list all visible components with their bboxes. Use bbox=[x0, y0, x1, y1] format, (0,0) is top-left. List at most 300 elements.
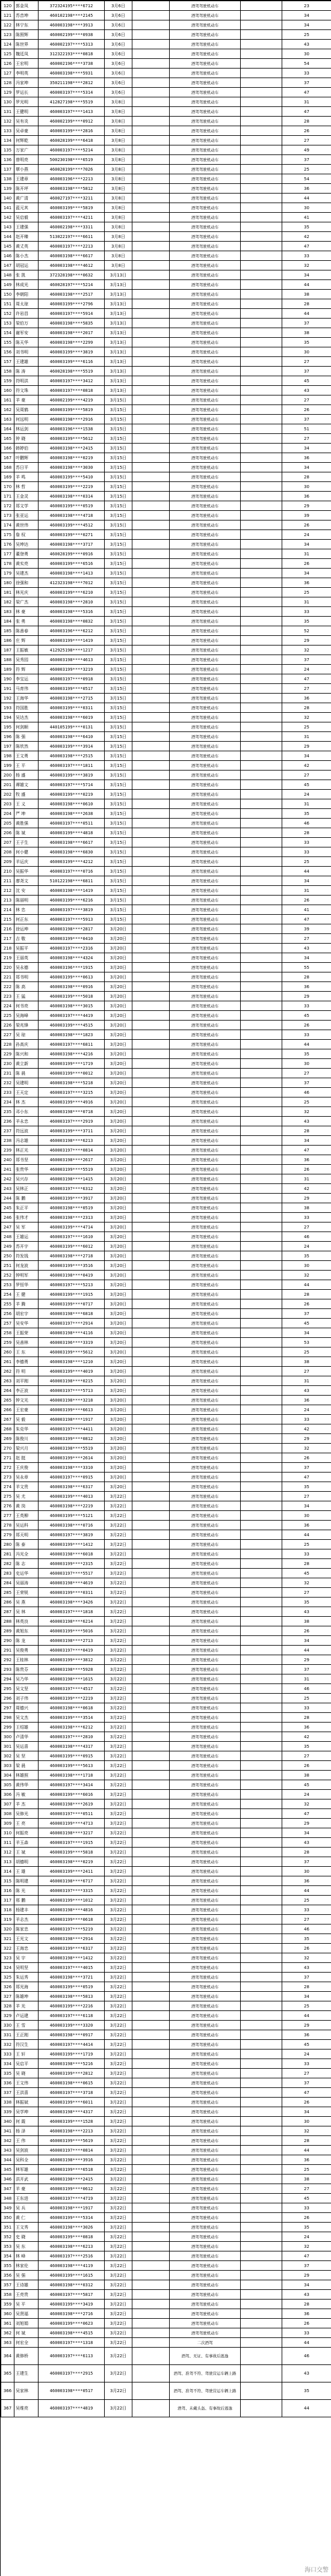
violation-reason: 酒驾驾驶机动车 bbox=[170, 722, 241, 732]
id-number: 460003197****1318 bbox=[39, 2338, 105, 2348]
violation-date: 3月15日 bbox=[105, 530, 132, 540]
table-row bbox=[1, 338, 331, 347]
person-name: 符文珠 bbox=[14, 386, 39, 395]
blank-cell bbox=[241, 1578, 282, 1588]
row-number: 131 bbox=[1, 107, 14, 117]
violation-reason: 酒驾驾驶机动车 bbox=[170, 184, 241, 194]
age: 36 bbox=[282, 1521, 331, 1530]
row-number: 285 bbox=[1, 1588, 14, 1598]
person-name: 吴坤达 bbox=[14, 540, 39, 549]
person-name: 吴卓豪 bbox=[14, 126, 39, 136]
row-number: 123 bbox=[1, 30, 14, 40]
age: 38 bbox=[282, 1203, 331, 1213]
blank-cell bbox=[132, 376, 170, 386]
blank-cell bbox=[132, 1915, 170, 1924]
table-row bbox=[1, 1271, 331, 1280]
row-number: 341 bbox=[1, 2126, 14, 2136]
age: 36 bbox=[282, 2155, 331, 2165]
id-number: 460003199****0812 bbox=[39, 1434, 105, 1444]
person-name: 陈 强 bbox=[14, 732, 39, 742]
violation-date: 3月22日 bbox=[105, 1598, 132, 1607]
blank-cell bbox=[132, 203, 170, 213]
violation-reason: 酒驾驾驶机动车 bbox=[170, 213, 241, 222]
person-name: 王建强 bbox=[14, 222, 39, 232]
blank-cell bbox=[132, 1896, 170, 1905]
row-number: 125 bbox=[1, 49, 14, 59]
table-row bbox=[1, 2328, 331, 2338]
violation-date: 3月22日 bbox=[105, 2203, 132, 2213]
blank-cell bbox=[132, 530, 170, 540]
blank-cell bbox=[132, 1944, 170, 1953]
violation-reason: 酒驾、无证、有事故后逃逸 bbox=[170, 2348, 241, 2365]
blank-cell bbox=[132, 1434, 170, 1444]
blank-cell bbox=[132, 251, 170, 261]
violation-reason: 酒驾驾驶机动车 bbox=[170, 1694, 241, 1703]
violation-date: 3月22日 bbox=[105, 1953, 132, 1963]
table-row bbox=[1, 1492, 331, 1501]
blank-cell bbox=[132, 482, 170, 492]
violation-date: 3月15日 bbox=[105, 771, 132, 780]
violation-date: 3月22日 bbox=[105, 1751, 132, 1761]
age: 44 bbox=[282, 2338, 331, 2348]
id-number: 460003197****5913 bbox=[39, 915, 105, 924]
table-row bbox=[1, 520, 331, 530]
table-row bbox=[1, 722, 331, 732]
person-name: 吴 坚 bbox=[14, 1751, 39, 1761]
blank-cell bbox=[241, 309, 282, 319]
blank-cell bbox=[132, 1232, 170, 1242]
age: 26 bbox=[282, 1761, 331, 1771]
blank-cell bbox=[132, 559, 170, 569]
violation-reason: 酒驾驾驶机动车 bbox=[170, 1905, 241, 1915]
age: 36 bbox=[282, 578, 331, 588]
violation-reason: 酒驾驾驶机动车 bbox=[170, 1040, 241, 1049]
age: 28 bbox=[282, 1713, 331, 1723]
id-number: 460003199****5121 bbox=[39, 1511, 105, 1521]
person-name: 吴剑波 bbox=[14, 2146, 39, 2155]
table-row bbox=[1, 2280, 331, 2290]
age: 34 bbox=[282, 20, 331, 30]
table-row bbox=[1, 742, 331, 751]
age: 51 bbox=[282, 424, 331, 434]
row-number: 166 bbox=[1, 444, 14, 453]
blank-cell bbox=[241, 1944, 282, 1953]
person-name: 张 凯 bbox=[14, 270, 39, 280]
blank-cell bbox=[132, 1876, 170, 1886]
person-name: 郑书明 bbox=[14, 972, 39, 982]
row-number: 208 bbox=[1, 847, 14, 857]
row-number: 139 bbox=[1, 184, 14, 194]
blank-cell bbox=[132, 1723, 170, 1732]
blank-cell bbox=[241, 636, 282, 646]
age: 38 bbox=[282, 290, 331, 299]
blank-cell bbox=[132, 1886, 170, 1896]
person-name: 黄修桥 bbox=[14, 2348, 39, 2365]
id-number: 460003198****2713 bbox=[39, 1636, 105, 1646]
id-number: 460003197****6811 bbox=[39, 1040, 105, 1049]
id-number: 372324195****6712 bbox=[39, 1, 105, 11]
row-number: 337 bbox=[1, 2088, 14, 2098]
table-row bbox=[1, 1838, 331, 1848]
table-row bbox=[1, 69, 331, 78]
violation-reason: 酒驾驾驶机动车 bbox=[170, 1434, 241, 1444]
id-number: 460003198****0219 bbox=[39, 1857, 105, 1867]
row-number: 319 bbox=[1, 1915, 14, 1924]
violation-date: 3月15日 bbox=[105, 828, 132, 838]
blank-cell bbox=[241, 155, 282, 165]
table-row bbox=[1, 607, 331, 617]
row-number: 203 bbox=[1, 799, 14, 809]
age: 34 bbox=[282, 2280, 331, 2290]
violation-reason: 酒驾驾驶机动车 bbox=[170, 1049, 241, 1059]
age: 29 bbox=[282, 2271, 331, 2280]
id-number: 460003198****5316 bbox=[39, 607, 105, 617]
violation-date: 3月22日 bbox=[105, 2136, 132, 2146]
blank-cell bbox=[241, 559, 282, 569]
blank-cell bbox=[241, 646, 282, 655]
blank-cell bbox=[241, 1559, 282, 1569]
id-number: 460003199****0623 bbox=[39, 2319, 105, 2328]
violation-reason: 酒驾驾驶机动车 bbox=[170, 2223, 241, 2232]
age: 32 bbox=[282, 1107, 331, 1117]
id-number: 460003198****5931 bbox=[39, 69, 105, 78]
violation-date: 3月20日 bbox=[105, 1001, 132, 1011]
id-number: 460003197****5517 bbox=[39, 1569, 105, 1578]
table-row bbox=[1, 896, 331, 905]
blank-cell bbox=[132, 857, 170, 867]
blank-cell bbox=[241, 2021, 282, 2030]
age: 28 bbox=[282, 828, 331, 838]
row-number: 235 bbox=[1, 1107, 14, 1117]
violation-date: 3月22日 bbox=[105, 2242, 132, 2251]
blank-cell bbox=[241, 2203, 282, 2213]
blank-cell bbox=[241, 1684, 282, 1694]
person-name: 王桂林 bbox=[14, 1655, 39, 1665]
row-number: 275 bbox=[1, 1492, 14, 1501]
blank-cell bbox=[132, 2338, 170, 2348]
id-number: 460003197****3215 bbox=[39, 1088, 105, 1097]
violation-date: 3月13日 bbox=[105, 357, 132, 367]
person-name: 李朝阳 bbox=[14, 290, 39, 299]
row-number: 242 bbox=[1, 1174, 14, 1184]
table-row bbox=[1, 2146, 331, 2155]
id-number: 460003198****2219 bbox=[39, 1501, 105, 1511]
blank-cell bbox=[132, 1097, 170, 1107]
table-row bbox=[1, 1953, 331, 1963]
row-number: 128 bbox=[1, 78, 14, 88]
person-name: 胡冠运 bbox=[14, 261, 39, 270]
person-name: 王宏明 bbox=[14, 59, 39, 69]
blank-cell bbox=[241, 1915, 282, 1924]
blank-cell bbox=[241, 530, 282, 540]
age: 47 bbox=[282, 915, 331, 924]
blank-cell bbox=[132, 1771, 170, 1780]
blank-cell bbox=[132, 319, 170, 328]
blank-cell bbox=[132, 694, 170, 703]
blank-cell bbox=[132, 905, 170, 915]
person-name: 冯 敏 bbox=[14, 1790, 39, 1799]
violation-date: 3月15日 bbox=[105, 415, 132, 424]
blank-cell bbox=[241, 2290, 282, 2300]
id-number: 460003198****0419 bbox=[39, 1271, 105, 1280]
age: 36 bbox=[282, 1723, 331, 1732]
person-name: 林 哲 bbox=[14, 482, 39, 492]
person-name: 李明英 bbox=[14, 69, 39, 78]
blank-cell bbox=[241, 713, 282, 722]
row-number: 322 bbox=[1, 1944, 14, 1953]
table-row bbox=[1, 30, 331, 40]
violation-reason: 酒驾驾驶机动车 bbox=[170, 1982, 241, 1992]
row-number: 211 bbox=[1, 876, 14, 886]
row-number: 176 bbox=[1, 540, 14, 549]
violation-date: 3月20日 bbox=[105, 1222, 132, 1232]
person-name: 杨 盛 bbox=[14, 771, 39, 780]
age: 47 bbox=[282, 674, 331, 684]
person-name: 羊 豪 bbox=[14, 395, 39, 405]
blank-cell bbox=[132, 1174, 170, 1184]
blank-cell bbox=[241, 703, 282, 713]
row-number: 260 bbox=[1, 1348, 14, 1357]
row-number: 325 bbox=[1, 1973, 14, 1982]
row-number: 237 bbox=[1, 1126, 14, 1136]
table-row bbox=[1, 155, 331, 165]
violation-date: 3月15日 bbox=[105, 915, 132, 924]
age: 47 bbox=[282, 1146, 331, 1155]
id-number: 460002196****3738 bbox=[39, 59, 105, 69]
violation-date: 3月22日 bbox=[105, 2223, 132, 2232]
violation-reason: 酒驾驾驶机动车 bbox=[170, 1501, 241, 1511]
blank-cell bbox=[241, 1155, 282, 1165]
violation-reason: 酒驾驾驶机动车 bbox=[170, 299, 241, 309]
table-row bbox=[1, 78, 331, 88]
id-number: 460003198****6617 bbox=[39, 838, 105, 847]
row-number: 212 bbox=[1, 886, 14, 896]
table-row bbox=[1, 97, 331, 107]
person-name: 林 杰 bbox=[14, 1097, 39, 1107]
table-row bbox=[1, 395, 331, 405]
row-number: 226 bbox=[1, 1021, 14, 1030]
blank-cell bbox=[241, 1655, 282, 1665]
age: 26 bbox=[282, 2213, 331, 2223]
violation-reason: 酒驾驾驶机动车 bbox=[170, 2300, 241, 2309]
id-number: 460003197****2810 bbox=[39, 1732, 105, 1742]
violation-date: 3月22日 bbox=[105, 2078, 132, 2088]
violation-date: 3月15日 bbox=[105, 867, 132, 876]
age: 31 bbox=[282, 549, 331, 559]
age: 39 bbox=[282, 511, 331, 520]
id-number: 312322193****0818 bbox=[39, 49, 105, 59]
violation-reason: 酒驾驾驶机动车 bbox=[170, 1299, 241, 1309]
row-number: 343 bbox=[1, 2146, 14, 2155]
violation-reason: 酒驾驾驶机动车 bbox=[170, 1, 241, 11]
violation-reason: 二次酒驾 bbox=[170, 2338, 241, 2348]
id-number: 460003197****0716 bbox=[39, 867, 105, 876]
id-number: 460003199****0612 bbox=[39, 2184, 105, 2194]
age: 41 bbox=[282, 213, 331, 222]
blank-cell bbox=[132, 49, 170, 59]
violation-reason: 酒驾驾驶机动车 bbox=[170, 1348, 241, 1357]
table-row bbox=[1, 2021, 331, 2030]
row-number: 345 bbox=[1, 2165, 14, 2175]
blank-cell bbox=[241, 367, 282, 376]
blank-cell bbox=[241, 1405, 282, 1415]
row-number: 156 bbox=[1, 347, 14, 357]
row-number: 286 bbox=[1, 1598, 14, 1607]
person-name: 王 平 bbox=[14, 761, 39, 771]
person-name: 王 斌 bbox=[14, 1848, 39, 1857]
table-row bbox=[1, 1963, 331, 1973]
person-name: 张伟才 bbox=[14, 1213, 39, 1222]
age: 26 bbox=[282, 405, 331, 415]
person-name: 邓小东 bbox=[14, 1107, 39, 1117]
blank-cell bbox=[132, 492, 170, 501]
blank-cell bbox=[132, 2088, 170, 2098]
violation-reason: 酒驾驾驶机动车 bbox=[170, 2328, 241, 2338]
row-number: 181 bbox=[1, 588, 14, 597]
violation-date: 3月22日 bbox=[105, 2175, 132, 2184]
id-number: 460003199****6116 bbox=[39, 357, 105, 367]
blank-cell bbox=[241, 953, 282, 963]
row-number: 357 bbox=[1, 2280, 14, 2290]
blank-cell bbox=[241, 1886, 282, 1896]
person-name: 陈丽明 bbox=[14, 896, 39, 905]
blank-cell bbox=[241, 357, 282, 367]
id-number: 460003198****0519 bbox=[39, 1203, 105, 1213]
age: 35 bbox=[282, 1251, 331, 1261]
age: 28 bbox=[282, 1982, 331, 1992]
blank-cell bbox=[241, 1, 282, 11]
row-number: 179 bbox=[1, 569, 14, 578]
row-number: 223 bbox=[1, 992, 14, 1001]
id-number: 460003198****6213 bbox=[39, 2242, 105, 2251]
person-name: 苏音坤 bbox=[14, 11, 39, 20]
row-number: 182 bbox=[1, 597, 14, 607]
row-number: 133 bbox=[1, 126, 14, 136]
person-name: 吴秀园 bbox=[14, 655, 39, 665]
blank-cell bbox=[241, 838, 282, 847]
violation-date: 3月22日 bbox=[105, 1569, 132, 1578]
violation-date: 3月8日 bbox=[105, 117, 132, 126]
id-number: 460003198****2718 bbox=[39, 1251, 105, 1261]
violation-reason: 酒驾驾驶机动车 bbox=[170, 309, 241, 319]
id-number: 460003196****2213 bbox=[39, 174, 105, 184]
row-number: 252 bbox=[1, 1271, 14, 1280]
violation-reason: 酒驾驾驶机动车 bbox=[170, 1838, 241, 1848]
table-row bbox=[1, 347, 331, 357]
violation-date: 3月13日 bbox=[105, 290, 132, 299]
blank-cell bbox=[132, 732, 170, 742]
violation-reason: 酒驾驾驶机动车 bbox=[170, 1751, 241, 1761]
person-name: 杨建丰 bbox=[14, 1905, 39, 1915]
blank-cell bbox=[132, 107, 170, 117]
age: 45 bbox=[282, 2194, 331, 2203]
blank-cell bbox=[132, 2382, 170, 2400]
table-row bbox=[1, 367, 331, 376]
row-number: 231 bbox=[1, 1069, 14, 1078]
violation-date: 3月8日 bbox=[105, 213, 132, 222]
age: 46 bbox=[282, 1232, 331, 1242]
violation-date: 3月15日 bbox=[105, 655, 132, 665]
person-name: 吴 兵 bbox=[14, 2203, 39, 2213]
row-number: 124 bbox=[1, 40, 14, 49]
id-number: 460003198****6019 bbox=[39, 713, 105, 722]
row-number: 240 bbox=[1, 1155, 14, 1165]
violation-reason: 酒驾驾驶机动车 bbox=[170, 713, 241, 722]
age: 35 bbox=[282, 1482, 331, 1492]
table-row bbox=[1, 703, 331, 713]
blank-cell bbox=[241, 1799, 282, 1809]
person-name: 郑天明 bbox=[14, 1530, 39, 1540]
blank-cell bbox=[241, 2319, 282, 2328]
person-name: 何振亮 bbox=[14, 1828, 39, 1838]
person-name: 林 豪 bbox=[14, 607, 39, 617]
table-row bbox=[1, 1578, 331, 1588]
person-name: 黄立新 bbox=[14, 1059, 39, 1069]
violation-reason: 酒驾驾驶机动车 bbox=[170, 953, 241, 963]
id-number: 460003198****1718 bbox=[39, 1771, 105, 1780]
row-number: 253 bbox=[1, 1280, 14, 1290]
age: 43 bbox=[282, 944, 331, 953]
age: 31 bbox=[282, 799, 331, 809]
id-number: 460003198****0312 bbox=[39, 2280, 105, 2290]
blank-cell bbox=[241, 1424, 282, 1434]
violation-reason: 酒驾驾驶机动车 bbox=[170, 434, 241, 444]
blank-cell bbox=[241, 2309, 282, 2319]
row-number: 271 bbox=[1, 1453, 14, 1463]
violation-date: 3月20日 bbox=[105, 1309, 132, 1319]
table-row bbox=[1, 2184, 331, 2194]
violation-reason: 酒驾驾驶机动车 bbox=[170, 97, 241, 107]
id-number: 460002199****0938 bbox=[39, 30, 105, 40]
violation-date: 3月6日 bbox=[105, 11, 132, 20]
blank-cell bbox=[132, 434, 170, 444]
id-number: 460003198****2617 bbox=[39, 1155, 105, 1165]
age: 45 bbox=[282, 1319, 331, 1328]
table-row bbox=[1, 867, 331, 876]
violation-reason: 酒驾驾驶机动车 bbox=[170, 1232, 241, 1242]
blank-cell bbox=[132, 1088, 170, 1097]
violation-date: 3月20日 bbox=[105, 982, 132, 992]
row-number: 302 bbox=[1, 1751, 14, 1761]
blank-cell bbox=[132, 876, 170, 886]
person-name: 钟明军 bbox=[14, 1271, 39, 1280]
violation-reason: 酒驾驾驶机动车 bbox=[170, 559, 241, 569]
age: 32 bbox=[282, 1271, 331, 1280]
row-number: 171 bbox=[1, 492, 14, 501]
row-number: 362 bbox=[1, 2328, 14, 2338]
violation-date: 3月20日 bbox=[105, 1049, 132, 1059]
age: 31 bbox=[282, 1376, 331, 1386]
violation-date: 3月22日 bbox=[105, 1684, 132, 1694]
age: 44 bbox=[282, 280, 331, 290]
age: 27 bbox=[282, 1751, 331, 1761]
person-name: 王 东 bbox=[14, 1348, 39, 1357]
row-number: 126 bbox=[1, 59, 14, 69]
blank-cell bbox=[132, 1588, 170, 1598]
blank-cell bbox=[132, 145, 170, 155]
age: 34 bbox=[282, 1636, 331, 1646]
violation-date: 3月22日 bbox=[105, 2030, 132, 2040]
person-name: 羊文贵 bbox=[14, 1482, 39, 1492]
blank-cell bbox=[132, 1646, 170, 1655]
blank-cell bbox=[241, 694, 282, 703]
id-number: 460003197****2316 bbox=[39, 944, 105, 953]
blank-cell bbox=[241, 1848, 282, 1857]
id-number: 460003198****5835 bbox=[39, 319, 105, 328]
violation-date: 3月15日 bbox=[105, 713, 132, 722]
person-name: 陈雄坤 bbox=[14, 1992, 39, 2001]
violation-reason: 酒驾驾驶机动车 bbox=[170, 338, 241, 347]
